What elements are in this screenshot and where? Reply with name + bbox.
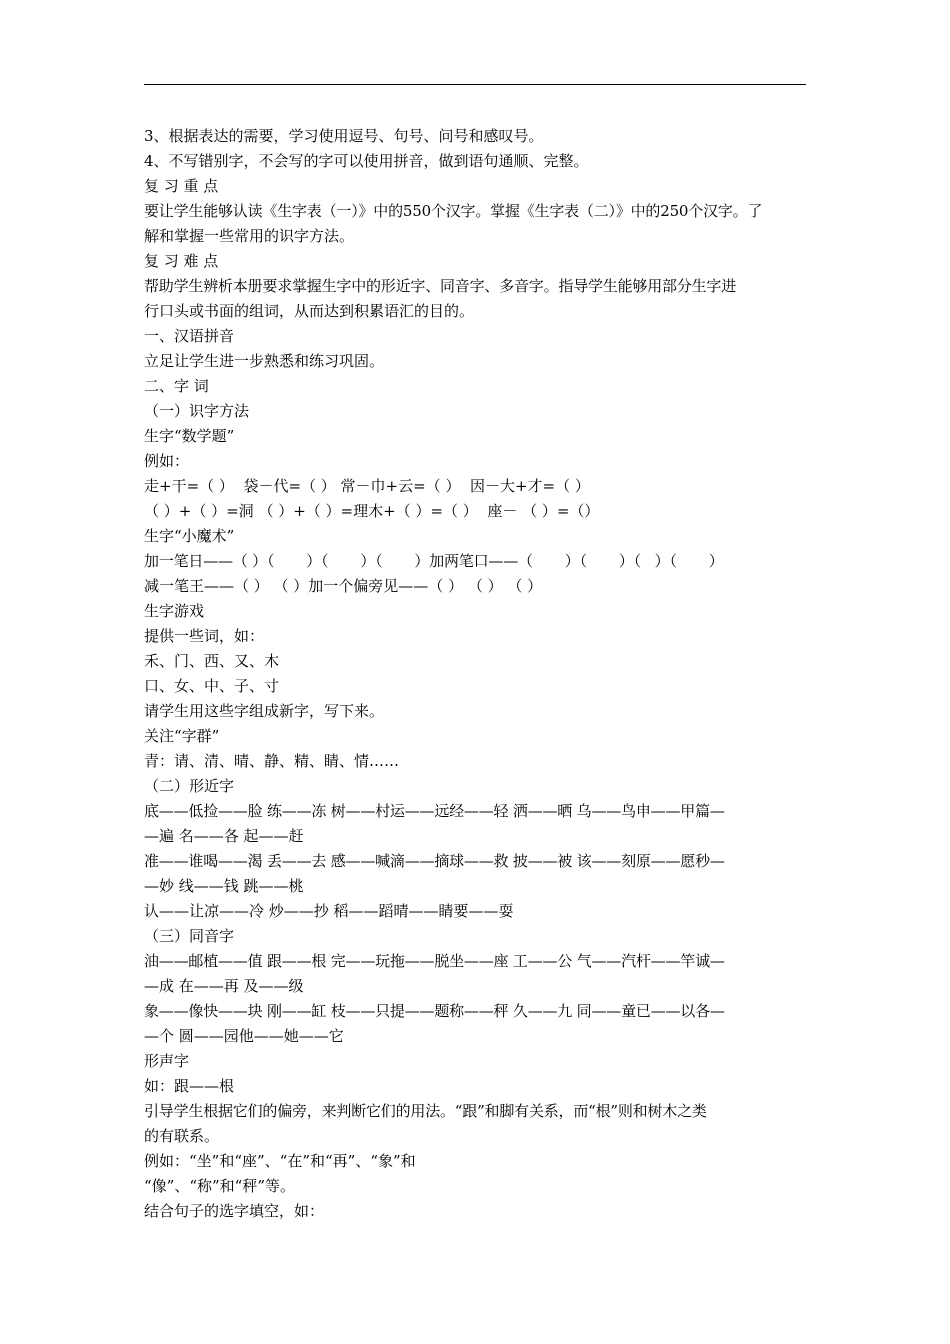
text-line: 3、根据表达的需要，学习使用逗号、句号、问号和感叹号。: [144, 127, 544, 145]
header-rule: [144, 84, 806, 85]
text-line: —成 在——再 及——级: [144, 977, 304, 995]
section-heading: 二、字 词: [144, 377, 209, 395]
subsection-heading: （三）同音字: [144, 927, 235, 945]
text-line: 解和掌握一些常用的识字方法。: [144, 227, 355, 245]
text-line: 帮助学生辨析本册要求掌握生字中的形近字、同音字、多音字。指导学生能够用部分生字进: [144, 277, 737, 295]
text-line: 油——邮植——值 跟——根 完——玩拖——脱坐——座 工——公 气——汽杆——竿诚—: [144, 952, 725, 970]
text-line: 禾、门、西、又、木: [144, 652, 280, 670]
text-line: 例如：: [144, 452, 190, 470]
section-heading: 复 习 难 点: [144, 252, 219, 270]
text-line: 生字游戏: [144, 602, 205, 620]
text-line: 如：跟——根: [144, 1077, 235, 1095]
section-heading: 一、汉语拼音: [144, 327, 235, 345]
text-line: —个 圆——园他——她——它: [144, 1027, 344, 1045]
text-line: 生字“小魔术”: [144, 527, 235, 545]
text-line: 请学生用这些字组成新字，写下来。: [144, 702, 385, 720]
subsection-heading: （二）形近字: [144, 777, 235, 795]
text-line: —遍 名——各 起——赶: [144, 827, 304, 845]
document-body: [144, 124, 806, 1224]
section-heading: 复 习 重 点: [144, 177, 219, 195]
text-line: 4、不写错别字，不会写的字可以使用拼音，做到语句通顺、完整。: [144, 152, 589, 170]
subsection-heading: （一）识字方法: [144, 402, 250, 420]
exercise-line: 走+干=（ ） 袋－代=（ ） 常－巾+云=（ ） 因－大+才=（ ）: [144, 477, 590, 495]
text-line: 形声字: [144, 1052, 190, 1070]
text-line: —妙 线——钱 跳——桃: [144, 877, 304, 895]
text-line: 口、女、中、子、寸: [144, 677, 280, 695]
text-line: 例如：“坐”和“座”、“在”和“再”、“象”和: [144, 1152, 416, 1170]
text-line: 准——谁喝——渴 丢——去 感——喊滴——摘球——救 披——被 该——刻原——愿秒—: [144, 852, 725, 870]
text-line: 象——像快——块 刚——缸 枝——只提——题称——秤 久——九 同——童已——以各—: [144, 1002, 725, 1020]
text-line: “像”、“称”和“秤”等。: [144, 1177, 296, 1195]
text-line: 提供一些词，如：: [144, 627, 265, 645]
exercise-line: （ ）+（ ）=洞 （ ）+（ ）=理木+（ ）=（ ） 座－ （ ）=（）: [144, 502, 600, 520]
text-line: 引导学生根据它们的偏旁，来判断它们的用法。“跟”和脚有关系，而“根”则和树木之类: [144, 1102, 707, 1120]
text-line: 结合句子的选字填空，如：: [144, 1202, 325, 1220]
exercise-line: 加一笔日——（ ）（ ）（ ）（ ）加两笔口——（ ）（ ）（ ）（ ）: [144, 552, 724, 570]
text-line: 关注“字群”: [144, 727, 220, 745]
text-line: 要让学生能够认读《生字表（一）》中的550个汉字。掌握《生字表（二）》中的250个汉字。了: [144, 202, 763, 220]
text-line: 青：请、清、晴、静、精、睛、情……: [144, 752, 400, 770]
text-line: 底——低捡——脸 练——冻 树——村运——远经——轻 洒——晒 乌——鸟申——甲篇—: [144, 802, 725, 820]
text-line: 行口头或书面的组词，从而达到积累语汇的目的。: [144, 302, 475, 320]
text-line: 生字“数学题”: [144, 427, 235, 445]
exercise-line: 减一笔王——（ ） （ ）加一个偏旁见——（ ） （ ） （ ）: [144, 577, 543, 595]
text-line: 认——让凉——冷 炒——抄 稻——蹈晴——睛要——耍: [144, 902, 514, 920]
text-line: 的有联系。: [144, 1127, 220, 1145]
text-line: 立足让学生进一步熟悉和练习巩固。: [144, 352, 385, 370]
